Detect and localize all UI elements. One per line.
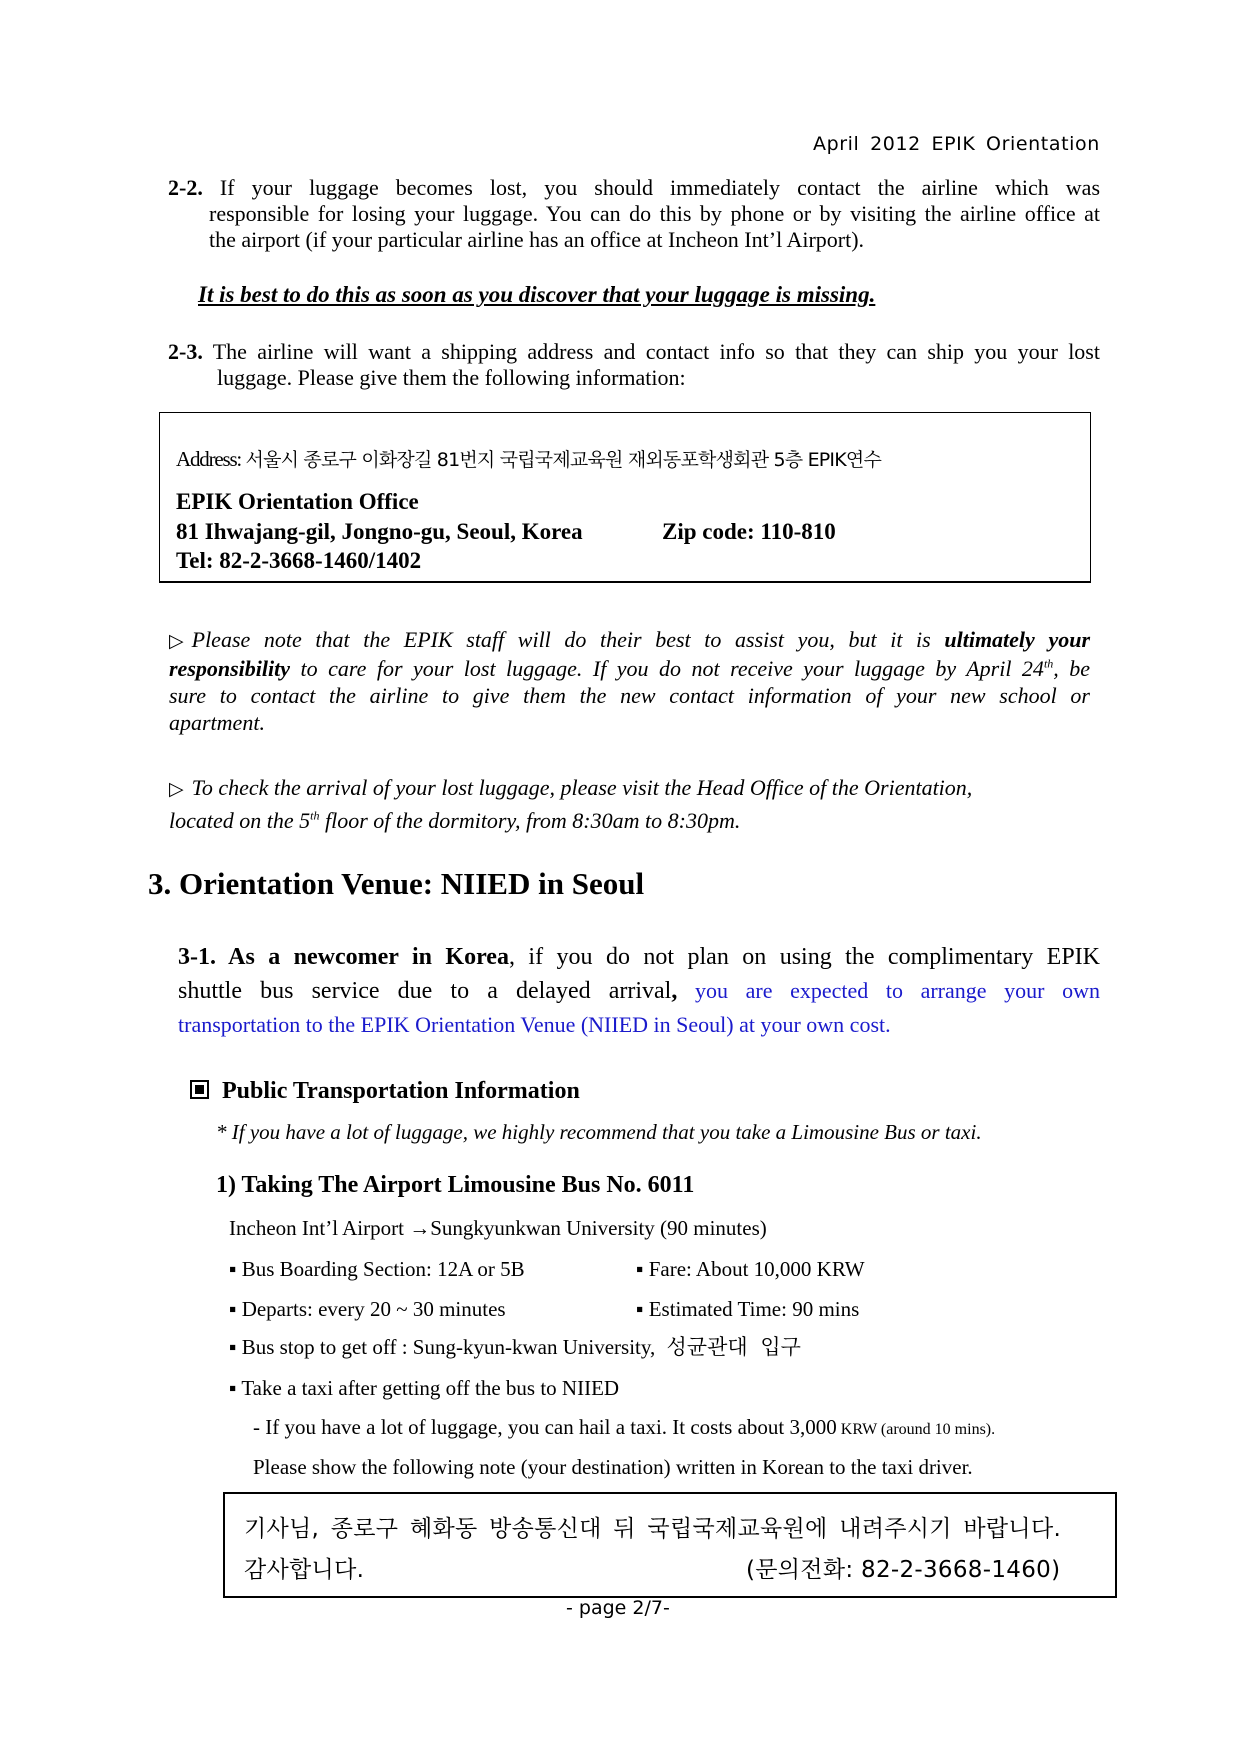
note-text: sure to contact the airline to give them the new contact information of your new school or [169,683,1090,708]
bus-detail-left: ▪ Bus Boarding Section: 12A or 5B [229,1257,525,1281]
taxi-note-text: - If you have a lot of luggage, you can hail a taxi. It costs about 3,000 [253,1415,837,1439]
address-korean: 서울시 종로구 이화장길 81번지 국립국제교육원 재외동포학생회관 5층 EPIK연수 [245,449,882,471]
item-2-2 [168,175,1100,253]
triangle-right-icon: ▷ [169,778,184,800]
triangle-right-icon: ▷ [169,630,184,652]
show-note-instruction: Please show the following note (your destination) written in Korean to the taxi driver. [253,1455,973,1479]
office-name: EPIK Orientation Office [176,489,419,514]
address-box [159,412,1091,583]
item-text: , [671,978,678,1004]
bus-stop-text: ▪ Bus stop to get off : Sung-kyun-kwan University, [229,1335,656,1359]
taxi-note [253,1414,995,1443]
luggage-recommendation: * If you have a lot of luggage, we highly recommend that you take a Limousine Bus or taxi. [216,1120,982,1144]
item-text: shuttle bus service due to a delayed arrival [178,978,672,1004]
note-text: apartment. [169,710,265,735]
page-header: April 2012 EPIK Orientation [813,133,1100,155]
korean-note-phone: (문의전화: 82-2-3668-1460) [746,1557,1061,1583]
emphasis-note: It is best to do this as soon as you discover that your luggage is missing. [198,282,876,307]
item-3-1 [178,941,1100,1041]
item-text: , if you do not plan on using the complimentary EPIK [508,944,1100,970]
korean-note-thanks: 감사합니다. [244,1557,365,1583]
bus-route: Incheon Int’l Airport →Sungkyunkwan University (90 minutes) [229,1216,767,1240]
taxi-note-small: KRW (around 10 mins). [836,1421,996,1438]
ordinal-suffix: th [310,808,320,823]
korean-taxi-note-box [223,1492,1117,1598]
note-emphasis: responsibility [169,656,291,681]
bus-stop-korean: 성균관대 입구 [666,1335,801,1359]
item-2-3 [168,339,1100,391]
bus-detail-right: ▪ Fare: About 10,000 KRW [636,1257,865,1281]
heading-text: Public Transportation Information [222,1078,580,1104]
item-highlight: transportation to the EPIK Orientation Venue (NIIED in Seoul) at your own cost. [178,1012,891,1037]
square-bullet-icon [190,1080,209,1099]
bus-detail-left: ▪ Departs: every 20 ~ 30 minutes [229,1297,506,1321]
taxi-instruction: ▪ Take a taxi after getting off the bus to NIIED [229,1376,620,1400]
item-text: luggage. Please give them the following information: [217,365,686,390]
item-text: The airline will want a shipping address and contact info so that they can ship you your lost [212,339,1100,364]
item-number: 2-3. [168,339,203,364]
office-zip: Zip code: 110-810 [662,519,836,544]
ordinal-suffix: th [1043,656,1054,671]
note-text: located on the 5 [169,808,311,833]
bus-stop [229,1334,801,1360]
item-text: If your luggage becomes lost, you should immediately contact the airline which was [219,175,1100,200]
note-text: to care for your lost luggage. If you do not receive your luggage by April 24 [300,656,1044,681]
korean-note-line: 기사님, 종로구 혜화동 방송통신대 뒤 국립국제교육원에 내려주시기 바랍니다. [244,1516,1062,1542]
note-text: Please note that the EPIK staff will do their best to assist you, but it is [191,627,931,652]
item-text: responsible for losing your luggage. You can do this by phone or by visiting the airline office at [209,201,1100,226]
address-label: Address: [176,447,242,471]
note-text: , be [1053,656,1091,681]
office-street: 81 Ihwajang-gil, Jongno-gu, Seoul, Korea [176,519,583,544]
item-highlight: you are expected to arrange your own [677,978,1100,1003]
note-text: To check the arrival of your lost luggage, please visit the Head Office of the Orientation, [191,775,973,800]
address-line [176,445,881,472]
responsibility-note [169,626,1090,736]
item-text: the airport (if your particular airline has an office at Incheon Int’l Airport). [209,227,865,252]
item-number: 2-2. [168,175,203,200]
luggage-check-note [169,772,972,836]
office-tel: Tel: 82-2-3668-1460/1402 [176,548,422,573]
bus-option-title: 1) Taking The Airport Limousine Bus No. 6011 [216,1172,695,1198]
item-lead: 3-1. As a newcomer in Korea [178,944,509,970]
public-transport-heading [190,1078,580,1105]
page-number: - page 2/7- [566,1597,670,1619]
bus-detail-right: ▪ Estimated Time: 90 mins [636,1297,860,1321]
section-title: 3. Orientation Venue: NIIED in Seoul [148,866,645,901]
note-text: floor of the dormitory, from 8:30am to 8:30pm. [319,808,741,833]
note-emphasis: ultimately your [944,627,1091,652]
